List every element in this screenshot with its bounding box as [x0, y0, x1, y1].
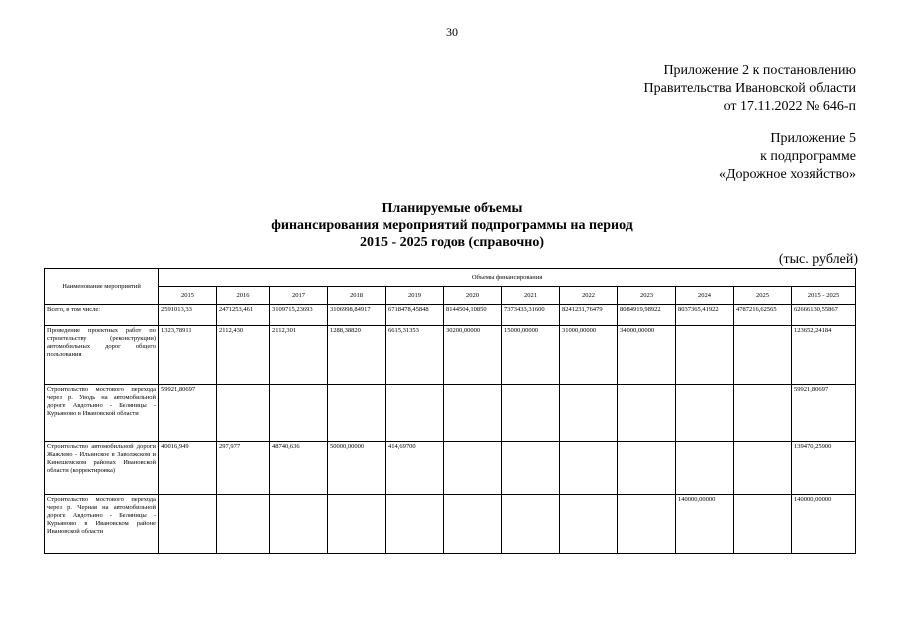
- year-header: 2022: [560, 287, 618, 305]
- amount-cell: [676, 385, 734, 442]
- amount-cell: 140000,00000: [792, 495, 856, 554]
- activity-name: Строительство мостового перехода через р. Черная на автомобильной дороге Авдотьино - Беляницы - Курьяново в Ивановском районе Ивановской области: [45, 495, 159, 554]
- amount-cell: [560, 442, 618, 495]
- amount-cell: [217, 385, 270, 442]
- amount-cell: 2591013,33: [159, 305, 217, 326]
- year-header: 2020: [444, 287, 502, 305]
- amount-cell: [618, 442, 676, 495]
- amount-cell: [734, 495, 792, 554]
- amount-cell: 1288,38820: [328, 326, 386, 385]
- year-header: 2019: [386, 287, 444, 305]
- amount-cell: 123652,24184: [792, 326, 856, 385]
- year-header: 2024: [676, 287, 734, 305]
- amount-cell: 3109715,23693: [270, 305, 328, 326]
- table-row: [45, 385, 856, 442]
- page-number: 30: [446, 25, 458, 39]
- year-header: 2017: [270, 287, 328, 305]
- amount-cell: 2112,301: [270, 326, 328, 385]
- amount-cell: [618, 495, 676, 554]
- year-header: 2021: [502, 287, 560, 305]
- amount-cell: 140000,00000: [676, 495, 734, 554]
- sub-appendix-header: [719, 130, 856, 184]
- appendix-line: Правительства Ивановской области: [643, 81, 856, 96]
- amount-cell: 8037365,41922: [676, 305, 734, 326]
- amount-cell: [560, 385, 618, 442]
- amount-cell: 2471253,461: [217, 305, 270, 326]
- amount-cell: [270, 385, 328, 442]
- title-line: 2015 - 2025 годов (справочно): [359, 235, 545, 250]
- amount-cell: 30200,00000: [444, 326, 502, 385]
- amount-cell: 8241231,76479: [560, 305, 618, 326]
- appendix-header: [644, 62, 856, 116]
- amount-cell: 59921,80697: [159, 385, 217, 442]
- table-row: [45, 442, 856, 495]
- amount-cell: [328, 495, 386, 554]
- activity-name: Проведение проектных работ по строительству (реконструкции) автомобильных дорог общего пользования: [45, 326, 159, 385]
- amount-cell: [444, 442, 502, 495]
- year-header-row: [45, 287, 856, 305]
- table-row: [45, 305, 856, 326]
- name-header: Наименование мероприятий: [45, 269, 159, 305]
- amount-cell: 48740,636: [270, 442, 328, 495]
- amount-cell: 31000,00000: [560, 326, 618, 385]
- amount-cell: [444, 385, 502, 442]
- year-header: 2015 - 2025: [792, 287, 856, 305]
- amount-cell: [270, 495, 328, 554]
- amount-cell: 6615,31353: [386, 326, 444, 385]
- amount-cell: [502, 495, 560, 554]
- year-header: 2015: [159, 287, 217, 305]
- amount-cell: [734, 442, 792, 495]
- amount-cell: [502, 385, 560, 442]
- table-body: [45, 305, 856, 554]
- amount-cell: 414,69700: [386, 442, 444, 495]
- group-header: Объемы финансирования: [159, 269, 856, 287]
- amount-cell: 62666130,55867: [792, 305, 856, 326]
- title-line: финансирования мероприятий подпрограммы на период: [271, 218, 633, 233]
- amount-cell: [159, 495, 217, 554]
- appendix-line: Приложение 2 к постановлению: [663, 63, 856, 78]
- amount-cell: [676, 326, 734, 385]
- amount-cell: [734, 326, 792, 385]
- appendix-line: к подпрограмме: [760, 149, 856, 164]
- amount-cell: [386, 385, 444, 442]
- year-header: 2016: [217, 287, 270, 305]
- amount-cell: 139470,25900: [792, 442, 856, 495]
- amount-cell: 40016,949: [159, 442, 217, 495]
- activity-name: Строительство автомобильной дороги Жажлево - Ильинское в Заволжском и Кинешемском районах Ивановской области (корректировка): [45, 442, 159, 495]
- amount-cell: 8084919,98922: [618, 305, 676, 326]
- table-row: [45, 495, 856, 554]
- title-line: Планируемые объемы: [381, 201, 523, 216]
- amount-cell: 59921,80697: [792, 385, 856, 442]
- amount-cell: 3106998,84917: [328, 305, 386, 326]
- amount-cell: [217, 495, 270, 554]
- year-header: 2018: [328, 287, 386, 305]
- amount-cell: 8144504,10850: [444, 305, 502, 326]
- amount-cell: [734, 385, 792, 442]
- amount-cell: 6718478,45848: [386, 305, 444, 326]
- amount-cell: 15000,00000: [502, 326, 560, 385]
- amount-cell: 34000,00000: [618, 326, 676, 385]
- appendix-line: Приложение 5: [770, 131, 856, 146]
- amount-cell: [502, 442, 560, 495]
- amount-cell: [618, 385, 676, 442]
- amount-cell: 4787216,62565: [734, 305, 792, 326]
- units-label: (тыс. рублей): [778, 252, 858, 267]
- amount-cell: 7373433,31600: [502, 305, 560, 326]
- amount-cell: 50000,00000: [328, 442, 386, 495]
- amount-cell: [560, 495, 618, 554]
- activity-name: Всего, в том числе:: [45, 305, 159, 326]
- document-title: [0, 200, 904, 251]
- year-header: 2023: [618, 287, 676, 305]
- amount-cell: [386, 495, 444, 554]
- amount-cell: 1323,78911: [159, 326, 217, 385]
- financing-table: [44, 268, 856, 554]
- amount-cell: 2112,430: [217, 326, 270, 385]
- amount-cell: [328, 385, 386, 442]
- amount-cell: [444, 495, 502, 554]
- amount-cell: 297,977: [217, 442, 270, 495]
- appendix-line: от 17.11.2022 № 646-п: [723, 99, 856, 114]
- appendix-line: «Дорожное хозяйство»: [718, 167, 856, 182]
- year-header: 2025: [734, 287, 792, 305]
- activity-name: Строительство мостового перехода через р. Уводь на автомобильной дороге Авдотьино - Беляницы - Курьяново в Ивановской области: [45, 385, 159, 442]
- table-row: [45, 326, 856, 385]
- amount-cell: [676, 442, 734, 495]
